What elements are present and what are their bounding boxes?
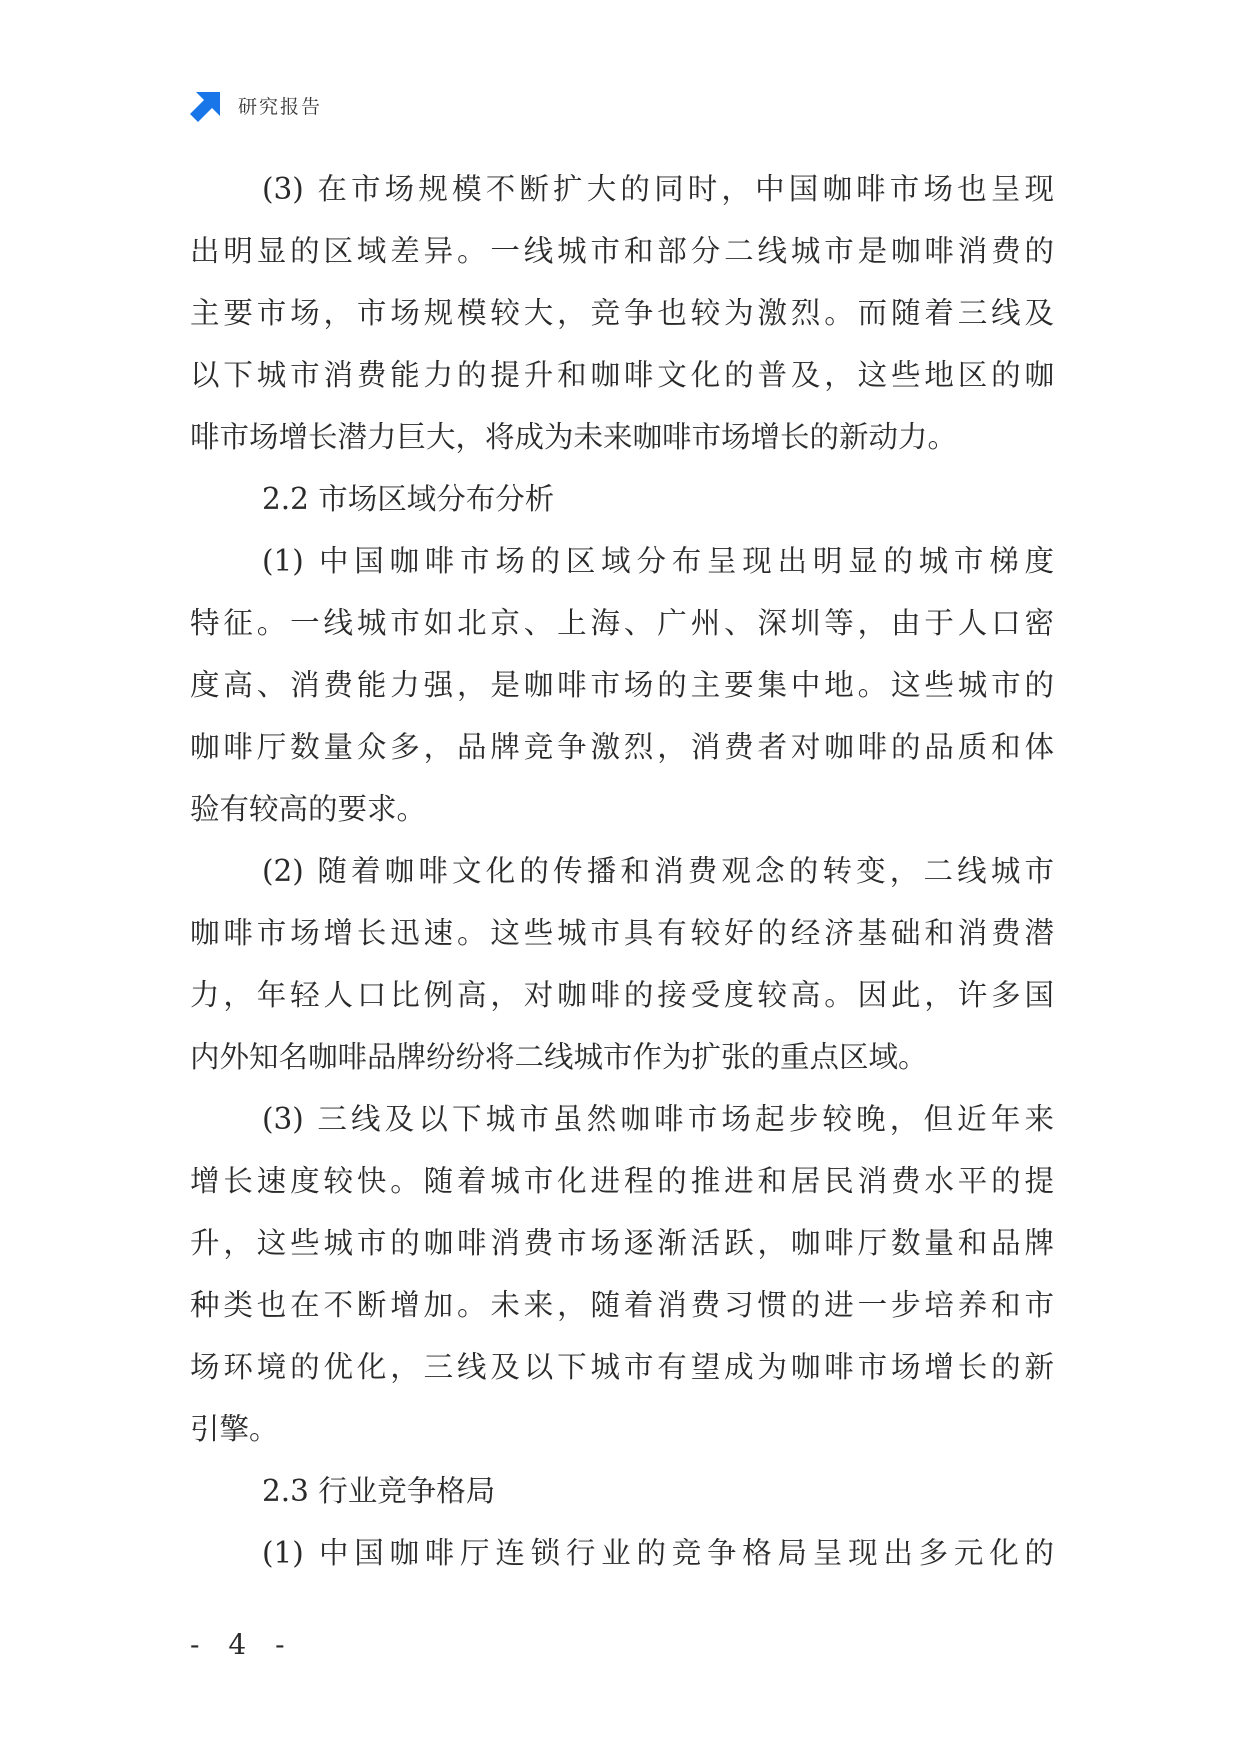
text-line: 主要市场，市场规模较大，竞争也较为激烈。而随着三线及 [190,296,1054,330]
text-line: 增长速度较快。随着城市化进程的推进和居民消费水平的提 [190,1164,1054,1198]
paragraph [190,158,1054,468]
text-line: 咖啡厅数量众多，品牌竞争激烈，消费者对咖啡的品质和体 [190,730,1054,764]
text-line: 度高、消费能力强，是咖啡市场的主要集中地。这些城市的 [190,668,1054,702]
text-line: 以下城市消费能力的提升和咖啡文化的普及，这些地区的咖 [190,358,1054,392]
document-body [190,158,1054,1584]
page-number: - 4 - [190,1628,295,1661]
paragraph [190,1522,1054,1584]
header-title: 研究报告 [238,95,323,118]
text-line: 种类也在不断增加。未来，随着消费习惯的进一步培养和市 [190,1288,1054,1322]
paragraph [190,1088,1054,1460]
text-line: 特征。一线城市如北京、上海、广州、深圳等，由于人口密 [190,606,1054,640]
paragraph [190,840,1054,1088]
section-heading: 2.3 行业竞争格局 [262,1474,496,1508]
text-line: 内外知名咖啡品牌纷纷将二线城市作为扩张的重点区域。 [190,1040,928,1074]
text-line: 力，年轻人口比例高，对咖啡的接受度较高。因此，许多国 [190,978,1054,1012]
text-line: (3) 在市场规模不断扩大的同时，中国咖啡市场也呈现 [262,172,1054,206]
text-line: 验有较高的要求。 [190,792,427,826]
section-heading: 2.2 市场区域分布分析 [262,482,555,516]
text-line: 引擎。 [190,1412,279,1446]
text-line: (2) 随着咖啡文化的传播和消费观念的转变，二线城市 [262,854,1054,888]
arrow-up-right-icon [190,88,224,122]
text-line: 升，这些城市的咖啡消费市场逐渐活跃，咖啡厅数量和品牌 [190,1226,1054,1260]
text-line: 咖啡市场增长迅速。这些城市具有较好的经济基础和消费潜 [190,916,1054,950]
text-line: 啡市场增长潜力巨大，将成为未来咖啡市场增长的新动力。 [190,420,958,454]
text-line: (1) 中国咖啡厅连锁行业的竞争格局呈现出多元化的 [262,1536,1054,1570]
text-line: 场环境的优化，三线及以下城市有望成为咖啡市场增长的新 [190,1350,1054,1384]
paragraph [190,530,1054,840]
text-line: 出明显的区域差异。一线城市和部分二线城市是咖啡消费的 [190,234,1054,268]
text-line: (3) 三线及以下城市虽然咖啡市场起步较晚，但近年来 [262,1102,1054,1136]
report-header [190,88,322,122]
text-line: (1) 中国咖啡市场的区域分布呈现出明显的城市梯度 [262,544,1054,578]
